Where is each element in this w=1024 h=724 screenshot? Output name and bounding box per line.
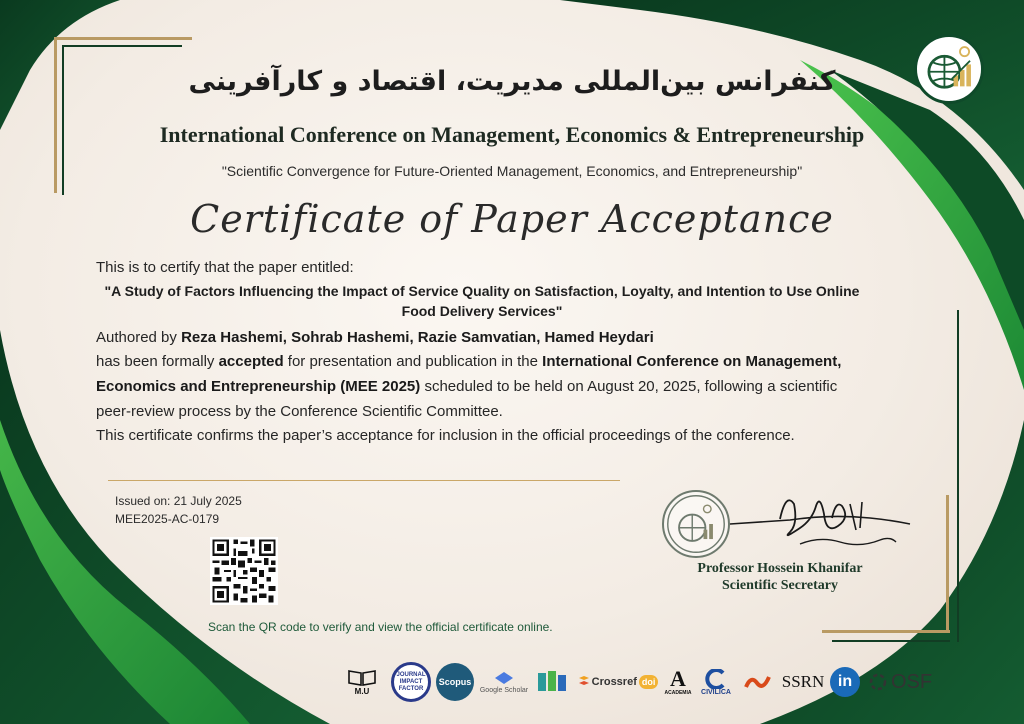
academia-logo-icon (664, 668, 692, 696)
indexing-logos (338, 660, 935, 704)
academia-label: ACADEMIA (664, 690, 692, 696)
crossref-label: Crossref (591, 676, 637, 688)
osf-logo-icon (865, 671, 935, 694)
certificate-code: MEE2025-AC-0179 (115, 512, 220, 526)
acceptance-paragraph (96, 349, 868, 424)
conference-title-english: International Conference on Management, Economics & Entrepreneurship (159, 122, 865, 147)
osf-label: OSF (890, 670, 933, 693)
frame-line-right (946, 495, 949, 633)
signatory-name: Professor Hossein Khanifar (697, 561, 863, 576)
persian-index-logo-icon (534, 669, 572, 695)
authored-prefix: Authored by (96, 329, 177, 346)
ssrn-logo-icon (781, 672, 825, 692)
civilica-label: CIVILICA (701, 688, 731, 696)
impact-factor-label: JOURNAL IMPACT FACTOR (396, 671, 426, 692)
frame-line-right-dark (957, 310, 959, 642)
academia-mark: A (670, 666, 686, 691)
issue-date: Issued on: 21 July 2025 (115, 494, 242, 508)
author-names: Reza Hashemi, Sohrab Hashemi, Razie Samvatian, Hamed Heydari (181, 329, 654, 346)
accept-post: scheduled to be held on August 20, 2025, following a scientific peer-review process by the Conference Scientific Committee. (96, 378, 838, 420)
accept-mid: for presentation and publication in the (287, 353, 538, 370)
frame-line-bottom (822, 630, 950, 633)
scopus-label: Scopus (438, 677, 472, 687)
scopus-logo-icon (436, 663, 474, 701)
impact-factor-logo-icon (391, 662, 431, 702)
qr-code[interactable] (210, 537, 278, 605)
certify-line: This is to certify that the paper entitled: (96, 259, 354, 276)
signature-icon (720, 484, 915, 564)
conference-title-persian: کنفرانس بین‌المللی مدیریت، اقتصاد و کارآفرینی (188, 66, 836, 97)
mu-label: M.U (354, 686, 370, 696)
certificate-heading: Certificate of Paper Acceptance (190, 197, 834, 241)
issue-info (115, 492, 242, 528)
book-icon (347, 669, 377, 687)
civilica-logo-icon (697, 669, 735, 696)
accept-word: accepted (218, 353, 284, 370)
linkedin-logo-icon[interactable] (830, 667, 860, 697)
scan-instruction: Scan the QR code to verify and view the official certificate online. (208, 620, 553, 634)
paper-title: "A Study of Factors Influencing the Impact of Service Quality on Satisfaction, Loyalty, and Intention to Use Online Food Delivery Services" (104, 283, 860, 319)
linkedin-label: in (837, 673, 853, 690)
ssrn-label: SSRN (781, 672, 825, 691)
scholar-cap-icon (494, 671, 514, 687)
authors-line (96, 325, 868, 350)
persian-magiran-logo-icon (740, 671, 776, 693)
osf-mark-icon (868, 672, 888, 692)
frame-line-top-dark (62, 45, 182, 47)
conference-slogan: "Scientific Convergence for Future-Oriented Management, Economics, and Entrepreneurship" (221, 163, 803, 179)
accept-pre: has been formally (96, 353, 215, 370)
frame-line-bottom-dark (832, 640, 950, 642)
crossref-mark-icon (578, 675, 590, 689)
crossref-logo-icon (577, 675, 659, 689)
magiran-mark-icon (743, 671, 773, 693)
google-scholar-logo-icon (479, 671, 529, 694)
scholar-label: Google Scholar (479, 686, 529, 694)
civilica-mark-icon (704, 669, 728, 689)
books-icon (536, 669, 570, 695)
doi-label: doi (639, 675, 659, 689)
divider (108, 480, 620, 481)
mu-logo-icon (338, 664, 386, 700)
confirms-paragraph: This certificate confirms the paper’s acceptance for inclusion in the official proceedings of the conference. (96, 427, 795, 444)
frame-line-top (54, 37, 192, 40)
signatory-role: Scientific Secretary (722, 578, 838, 593)
conference-name: International Conference on Management, Economics and Entrepreneurship (MEE 2025) (96, 353, 842, 395)
